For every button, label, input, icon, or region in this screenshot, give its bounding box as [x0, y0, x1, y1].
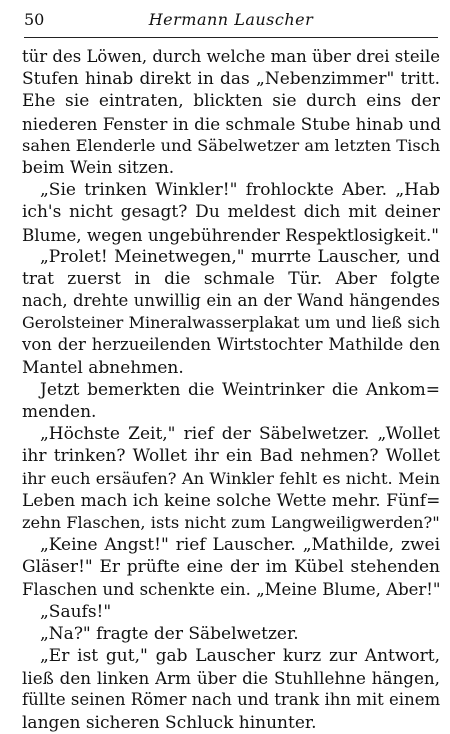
- text-line: niederen Fenster in die schmale Stube hinab und: [22, 113, 441, 134]
- text-line: menden.: [22, 402, 97, 422]
- text-line: trat zuerst in die schmale Tür. Aber folgte: [22, 268, 440, 289]
- header-rule: [24, 37, 438, 38]
- text-line: „Er ist gut," gab Lauscher kurz zur Antwort,: [40, 646, 440, 667]
- text-line: langen sicheren Schluck hinunter.: [22, 712, 317, 733]
- text-line: Blume, wegen ungebührender Respektlosigkeit.": [22, 224, 440, 245]
- text-line: „Prolet! Meinetwegen," murrte Lauscher, und: [40, 246, 440, 267]
- text-line: Stufen hinab direkt in das „Nebenzimmer" tritt.: [22, 69, 440, 90]
- text-line: nach, drehte unwillig ein an der Wand hängendes: [22, 291, 440, 311]
- text-line: Ehe sie eintraten, blickten sie durch eins der: [22, 91, 440, 112]
- text-line: ihr euch ersäufen? An Winkler fehlt es nicht. Mein: [22, 468, 440, 488]
- text-line: ich's nicht gesagt? Du meldest dich mit deiner: [22, 202, 440, 223]
- text-line: tür des Löwen, durch welche man über drei steile: [22, 47, 440, 66]
- text-line: ihr trinken? Wollet ihr ein Bad nehmen? Wollet: [22, 446, 440, 467]
- text-line: füllte seinen Römer nach und trank ihn mit einem: [22, 690, 441, 710]
- text-line: beim Wein sitzen.: [22, 157, 175, 178]
- text-line: Flaschen und schenkte ein. „Meine Blume, Aber!": [22, 579, 441, 599]
- text-body: [22, 46, 440, 734]
- text-line: Leben mach ich keine solche Wette mehr. Fünf=: [22, 490, 441, 511]
- running-head: Hermann Lauscher: [148, 10, 314, 29]
- text-line: „Keine Angst!" rief Lauscher. „Mathilde, zwei: [40, 535, 440, 556]
- text-line: Gerolsteiner Mineralwasserplakat um und ließ sich: [22, 313, 440, 333]
- text-line: „Höchste Zeit," rief der Säbelwetzer. „Wollet: [40, 424, 440, 445]
- text-line: Mantel abnehmen.: [22, 357, 184, 378]
- text-line: „Saufs!": [40, 601, 112, 622]
- page-header: [24, 6, 438, 36]
- text-line: zehn Flaschen, ists nicht zum Langweiligwerden?": [22, 512, 440, 532]
- text-line: von der herzueilenden Wirtstochter Mathilde den: [22, 335, 440, 355]
- text-line: Jetzt bemerkten die Weintrinker die Ankom=: [40, 379, 440, 400]
- text-line: sahen Elenderle und Säbelwetzer am letzten Tisch: [22, 135, 441, 155]
- text-line: ließ den linken Arm über die Stuhllehne hängen,: [22, 668, 440, 689]
- text-line: „Na?" fragte der Säbelwetzer.: [40, 623, 299, 644]
- page-number: 50: [24, 10, 45, 29]
- text-line: Gläser!" Er prüfte eine der im Kübel stehenden: [22, 557, 440, 578]
- text-line: „Sie trinken Winkler!" frohlockte Aber. „Hab: [40, 180, 440, 201]
